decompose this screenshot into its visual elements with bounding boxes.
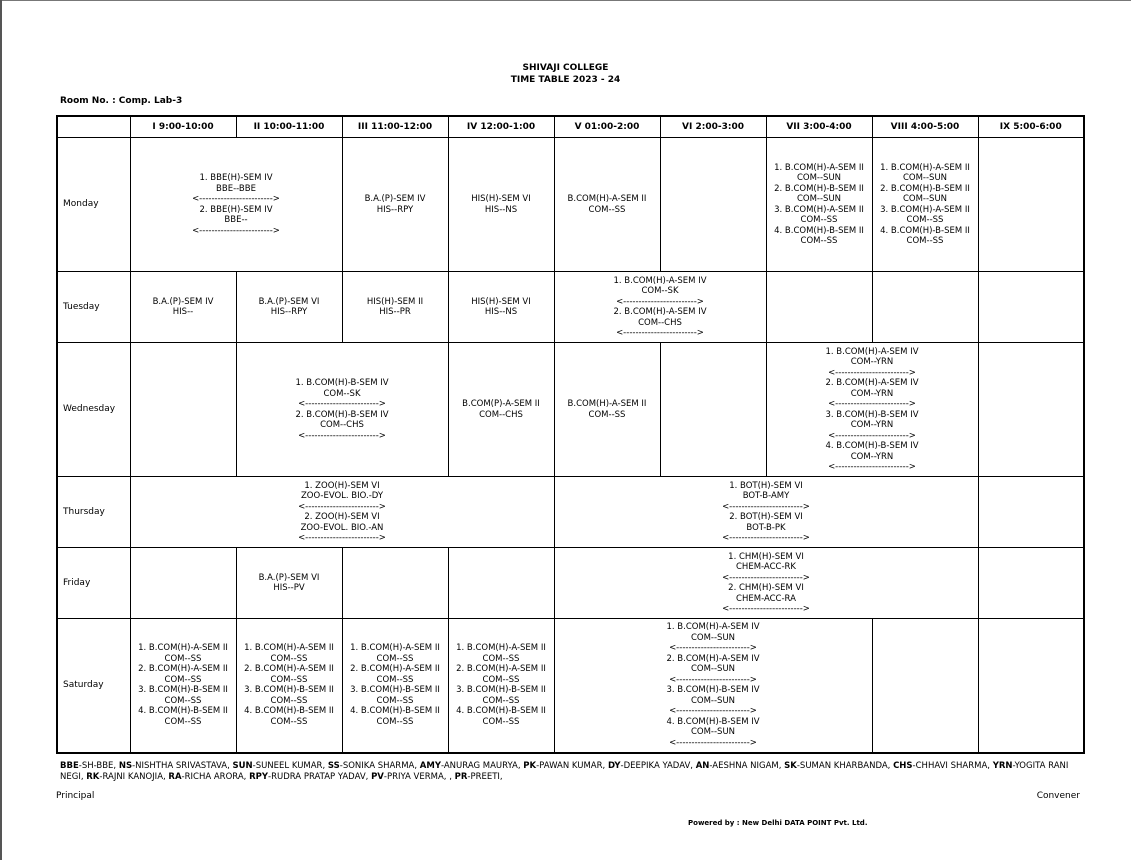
cell-line: COM--SS <box>482 674 520 685</box>
cell-line: COM--SS <box>376 653 414 664</box>
row-saturday <box>57 619 1084 753</box>
cell-line: COM--SS <box>376 716 414 727</box>
legend-code: RPY <box>249 772 268 782</box>
class-cell <box>130 272 236 343</box>
empty-cell <box>130 343 236 477</box>
legend-name: -SONIKA SHARMA, <box>339 761 420 771</box>
legend-code: RA <box>168 772 182 782</box>
class-cell <box>236 343 448 477</box>
header-row <box>57 116 1084 138</box>
row-thursday <box>57 477 1084 548</box>
timetable-grid <box>56 115 1085 754</box>
cell-line: <------------------------> <box>669 737 757 748</box>
cell-line: 4. B.COM(H)-B-SEM II <box>244 706 334 717</box>
cell-line: COM--SS <box>482 653 520 664</box>
college-name: SHIVAJI COLLEGE <box>522 63 609 73</box>
class-cell <box>130 138 342 272</box>
cell-line: COM--SUN <box>690 727 736 738</box>
cell-line: HIS(H)-SEM VI <box>471 194 531 204</box>
legend-name: -RAJNI KANOJIA, <box>99 772 169 782</box>
class-cell <box>130 619 236 753</box>
cell-line: COM--SUN <box>690 632 736 643</box>
cell-line: B.A.(P)-SEM IV <box>152 296 214 307</box>
page-border-left <box>0 0 2 860</box>
legend-name: -NISHTHA SRIVASTAVA, <box>132 761 233 771</box>
legend-name: -PRIYA VERMA, , <box>383 772 455 782</box>
cell-line: COM--SUN <box>902 173 948 183</box>
cell-line: ZOO-EVOL. BIO.-AN <box>300 522 384 533</box>
class-cell <box>554 548 978 619</box>
cell-line: COM--CHS <box>479 409 523 420</box>
cell-line: COM--SS <box>270 653 308 664</box>
cell-line: B.A.(P)-SEM VI <box>258 296 320 307</box>
cell-line: COM--YRN <box>850 420 894 430</box>
convener-signature-label: Convener <box>1036 791 1080 801</box>
page-border-top <box>0 0 1131 1</box>
period-header: VII 3:00-4:00 <box>766 116 872 138</box>
cell-line: COM--SS <box>906 236 944 246</box>
empty-cell <box>978 272 1084 343</box>
day-label: Wednesday <box>57 343 130 477</box>
principal-signature-label: Principal <box>56 791 95 801</box>
cell-line: 1. B.COM(H)-A-SEM II <box>774 162 864 173</box>
powered-by-credit: Powered by : New Delhi DATA POINT Pvt. Ltd. <box>688 819 868 827</box>
cell-line: 2. B.COM(H)-A-SEM IV <box>666 653 760 664</box>
cell-line: <------------------------> <box>828 399 916 409</box>
cell-line: 3. B.COM(H)-B-SEM II <box>456 685 546 696</box>
class-cell <box>554 343 660 477</box>
cell-line: COM--CHS <box>320 420 364 430</box>
legend-code: BBE <box>60 761 79 771</box>
cell-line: <------------------------> <box>722 501 810 512</box>
cell-line: 2. B.COM(H)-B-SEM II <box>774 183 864 194</box>
cell-line: HIS--RPY <box>270 307 308 317</box>
cell-line: <------------------------> <box>298 501 386 512</box>
cell-line: COM--SS <box>164 716 202 727</box>
cell-line: COM--SS <box>270 695 308 706</box>
class-cell <box>448 619 554 753</box>
cell-line: ZOO-EVOL. BIO.-DY <box>300 491 384 501</box>
cell-line: COM--SS <box>482 716 520 727</box>
period-header: V 01:00-2:00 <box>554 116 660 138</box>
cell-line: 1. B.COM(H)-A-SEM IV <box>613 275 707 286</box>
cell-line: COM--SS <box>376 695 414 706</box>
cell-line: 1. B.COM(H)-A-SEM II <box>456 643 546 654</box>
cell-line: <------------------------> <box>722 604 810 614</box>
corner-cell <box>57 116 130 138</box>
class-cell <box>554 619 872 753</box>
cell-line: HIS--NS <box>484 204 518 215</box>
cell-line: COM--SUN <box>690 664 736 675</box>
class-cell <box>766 343 978 477</box>
empty-cell <box>872 272 978 343</box>
cell-line: COM--SS <box>270 674 308 685</box>
cell-line: 2. B.COM(H)-A-SEM II <box>244 664 334 675</box>
cell-line: COM--SS <box>164 653 202 664</box>
class-cell <box>554 477 978 548</box>
cell-line: <------------------------> <box>298 533 386 543</box>
cell-line: <------------------------> <box>298 399 386 409</box>
legend-code: DY <box>607 761 621 771</box>
cell-line: <------------------------> <box>298 430 386 441</box>
day-label: Friday <box>57 548 130 619</box>
cell-line: BBE--BBE <box>216 183 256 194</box>
period-header: IV 12:00-1:00 <box>448 116 554 138</box>
class-cell <box>342 619 448 753</box>
cell-line: BOT-B-PK <box>746 522 786 533</box>
empty-cell <box>342 548 448 619</box>
cell-line: COM--SS <box>376 674 414 685</box>
legend-code: PV <box>371 772 384 782</box>
empty-cell <box>660 138 766 272</box>
cell-line: 4. B.COM(H)-B-SEM II <box>774 225 864 236</box>
legend-name: -SUMAN KHARBANDA, <box>796 761 894 771</box>
cell-line: 2. B.COM(H)-A-SEM IV <box>613 307 707 317</box>
cell-line: 1. B.COM(H)-A-SEM IV <box>666 622 760 633</box>
row-wednesday <box>57 343 1084 477</box>
day-label: Saturday <box>57 619 130 753</box>
cell-line: 1. BOT(H)-SEM VI <box>729 480 803 491</box>
cell-line: 3. B.COM(H)-B-SEM IV <box>666 685 760 696</box>
cell-line: <------------------------> <box>669 706 757 717</box>
cell-line: 3. B.COM(H)-A-SEM II <box>774 204 864 215</box>
empty-cell <box>872 619 978 753</box>
cell-line: COM--SS <box>800 236 838 246</box>
period-header: IX 5:00-6:00 <box>978 116 1084 138</box>
class-cell <box>236 272 342 343</box>
period-header: VI 2:00-3:00 <box>660 116 766 138</box>
class-cell <box>554 272 766 343</box>
cell-line: COM--SUN <box>796 194 842 204</box>
cell-line: 2. B.COM(H)-A-SEM II <box>456 664 546 675</box>
cell-line: 2. ZOO(H)-SEM VI <box>304 512 380 522</box>
period-header: VIII 4:00-5:00 <box>872 116 978 138</box>
empty-cell <box>660 343 766 477</box>
cell-line: B.COM(P)-A-SEM II <box>462 399 540 409</box>
legend-code: NS <box>118 761 133 771</box>
cell-line: COM--SS <box>164 674 202 685</box>
row-monday <box>57 138 1084 272</box>
cell-line: <------------------------> <box>669 674 757 685</box>
cell-line: 3. B.COM(H)-B-SEM II <box>138 685 228 696</box>
cell-line: 2. B.COM(H)-B-SEM IV <box>295 409 389 420</box>
cell-line: 2. CHM(H)-SEM VI <box>728 583 804 593</box>
legend-name: -RICHA ARORA, <box>181 772 250 782</box>
class-cell <box>872 138 978 272</box>
empty-cell <box>978 138 1084 272</box>
class-cell <box>448 343 554 477</box>
cell-line: 2. BOT(H)-SEM VI <box>729 512 803 522</box>
cell-line: 2. B.COM(H)-A-SEM IV <box>825 378 919 388</box>
cell-line: 1. BBE(H)-SEM IV <box>199 173 273 183</box>
cell-line: 4. B.COM(H)-B-SEM IV <box>666 716 760 727</box>
cell-line: BBE-- <box>224 215 248 225</box>
cell-line: COM--CHS <box>638 317 682 328</box>
cell-line: <------------------------> <box>616 328 704 338</box>
legend-code: SK <box>784 761 797 771</box>
legend-code: AMY <box>419 761 441 771</box>
cell-line: 4. B.COM(H)-B-SEM IV <box>825 441 919 451</box>
cell-line: HIS(H)-SEM VI <box>471 296 531 307</box>
cell-line: B.A.(P)-SEM IV <box>364 194 426 204</box>
empty-cell <box>766 272 872 343</box>
legend-code: CHS <box>893 761 913 771</box>
row-friday <box>57 548 1084 619</box>
class-cell <box>448 272 554 343</box>
cell-line: 3. B.COM(H)-A-SEM II <box>880 204 970 215</box>
cell-line: COM--SUN <box>690 695 736 706</box>
cell-line: <------------------------> <box>722 572 810 583</box>
empty-cell <box>978 343 1084 477</box>
legend-name: -ANURAG MAURYA, <box>440 761 524 771</box>
legend-name: -PREETI, <box>467 772 503 782</box>
cell-line: COM--SUN <box>902 194 948 204</box>
cell-line: 1. ZOO(H)-SEM VI <box>304 480 380 491</box>
cell-line: 1. B.COM(H)-A-SEM II <box>880 162 970 173</box>
legend-name: -CHHAVI SHARMA, <box>912 761 993 771</box>
room-label: Room No. : Comp. Lab-3 <box>60 96 183 106</box>
legend-name: -DEEPIKA YADAV, <box>620 761 696 771</box>
cell-line: <------------------------> <box>828 430 916 441</box>
cell-line: 1. B.COM(H)-A-SEM II <box>138 643 228 654</box>
cell-line: COM--SK <box>323 388 361 399</box>
cell-line: HIS--PR <box>379 307 411 317</box>
cell-line: 2. B.COM(H)-A-SEM II <box>138 664 228 675</box>
cell-line: B.COM(H)-A-SEM II <box>567 399 647 409</box>
cell-line: COM--SS <box>482 695 520 706</box>
class-cell <box>766 138 872 272</box>
legend-name: -RUDRA PRATAP YADAV, <box>268 772 372 782</box>
legend-code: PR <box>454 772 468 782</box>
day-label: Monday <box>57 138 130 272</box>
legend-code: SS <box>327 761 340 771</box>
period-header: I 9:00-10:00 <box>130 116 236 138</box>
class-cell <box>342 138 448 272</box>
legend-code: AN <box>695 761 710 771</box>
cell-line: 2. B.COM(H)-A-SEM II <box>350 664 440 675</box>
empty-cell <box>130 548 236 619</box>
cell-line: 4. B.COM(H)-B-SEM II <box>350 706 440 717</box>
cell-line: 2. BBE(H)-SEM IV <box>199 204 273 215</box>
cell-line: COM--SS <box>906 215 944 225</box>
cell-line: COM--YRN <box>850 357 894 367</box>
cell-line: <------------------------> <box>828 462 916 472</box>
cell-line: COM--SS <box>164 695 202 706</box>
cell-line: BOT-B-AMY <box>742 491 790 501</box>
cell-line: 3. B.COM(H)-B-SEM II <box>244 685 334 696</box>
period-header: III 11:00-12:00 <box>342 116 448 138</box>
class-cell <box>554 138 660 272</box>
cell-line: <------------------------> <box>828 367 916 378</box>
empty-cell <box>448 548 554 619</box>
day-label: Thursday <box>57 477 130 548</box>
period-header: II 10:00-11:00 <box>236 116 342 138</box>
cell-line: HIS--NS <box>484 307 518 317</box>
cell-line: COM--SK <box>641 286 679 296</box>
legend-code: RK <box>86 772 100 782</box>
cell-line: 1. B.COM(H)-A-SEM IV <box>825 346 919 357</box>
cell-line: 3. B.COM(H)-B-SEM IV <box>825 409 919 420</box>
class-cell <box>236 548 342 619</box>
cell-line: COM--SS <box>270 716 308 727</box>
cell-line: 4. B.COM(H)-B-SEM II <box>456 706 546 717</box>
cell-line: 4. B.COM(H)-B-SEM II <box>138 706 228 717</box>
cell-line: <------------------------> <box>192 225 280 236</box>
cell-line: <------------------------> <box>616 296 704 307</box>
day-label: Tuesday <box>57 272 130 343</box>
legend-name: -PAWAN KUMAR, <box>536 761 608 771</box>
cell-line: COM--SS <box>800 215 838 225</box>
cell-line: <------------------------> <box>192 194 280 204</box>
legend-code: SUN <box>232 761 253 771</box>
legend-name: -SUNEEL KUMAR, <box>252 761 328 771</box>
cell-line: COM--SS <box>588 204 626 215</box>
class-cell <box>130 477 554 548</box>
cell-line: HIS--RPY <box>376 204 414 215</box>
class-cell <box>448 138 554 272</box>
legend-name: -SH-BBE, <box>78 761 119 771</box>
cell-line: <------------------------> <box>669 643 757 654</box>
legend-code: PK <box>523 761 537 771</box>
empty-cell <box>978 548 1084 619</box>
cell-line: CHEM-ACC-RA <box>736 593 796 604</box>
cell-line: 1. CHM(H)-SEM VI <box>728 551 804 562</box>
cell-line: COM--SS <box>588 409 626 420</box>
cell-line: CHEM-ACC-RK <box>736 562 796 572</box>
cell-line: COM--YRN <box>850 388 894 399</box>
faculty-legend <box>60 761 1090 783</box>
cell-line: 1. B.COM(H)-A-SEM II <box>350 643 440 654</box>
cell-line: B.COM(H)-A-SEM II <box>567 194 647 204</box>
legend-code: YRN <box>992 761 1013 771</box>
cell-line: COM--SUN <box>796 173 842 183</box>
cell-line: 1. B.COM(H)-A-SEM II <box>244 643 334 654</box>
class-cell <box>342 272 448 343</box>
empty-cell <box>978 619 1084 753</box>
class-cell <box>236 619 342 753</box>
cell-line: 2. B.COM(H)-B-SEM II <box>880 183 970 194</box>
cell-line: 4. B.COM(H)-B-SEM II <box>880 225 970 236</box>
cell-line: 1. B.COM(H)-B-SEM IV <box>295 378 389 388</box>
legend-name: -AESHNA NIGAM, <box>709 761 785 771</box>
cell-line: HIS-- <box>172 307 194 317</box>
legend-name: -YOGITA RANI NEGI, <box>60 761 1069 782</box>
cell-line: HIS--PV <box>273 583 305 593</box>
empty-cell <box>978 477 1084 548</box>
cell-line: <------------------------> <box>722 533 810 543</box>
cell-line: B.A.(P)-SEM VI <box>258 572 320 583</box>
cell-line: COM--YRN <box>850 451 894 462</box>
row-tuesday <box>57 272 1084 343</box>
cell-line: 3. B.COM(H)-B-SEM II <box>350 685 440 696</box>
timetable-title: TIME TABLE 2023 - 24 <box>510 75 621 85</box>
cell-line: HIS(H)-SEM II <box>366 296 424 307</box>
